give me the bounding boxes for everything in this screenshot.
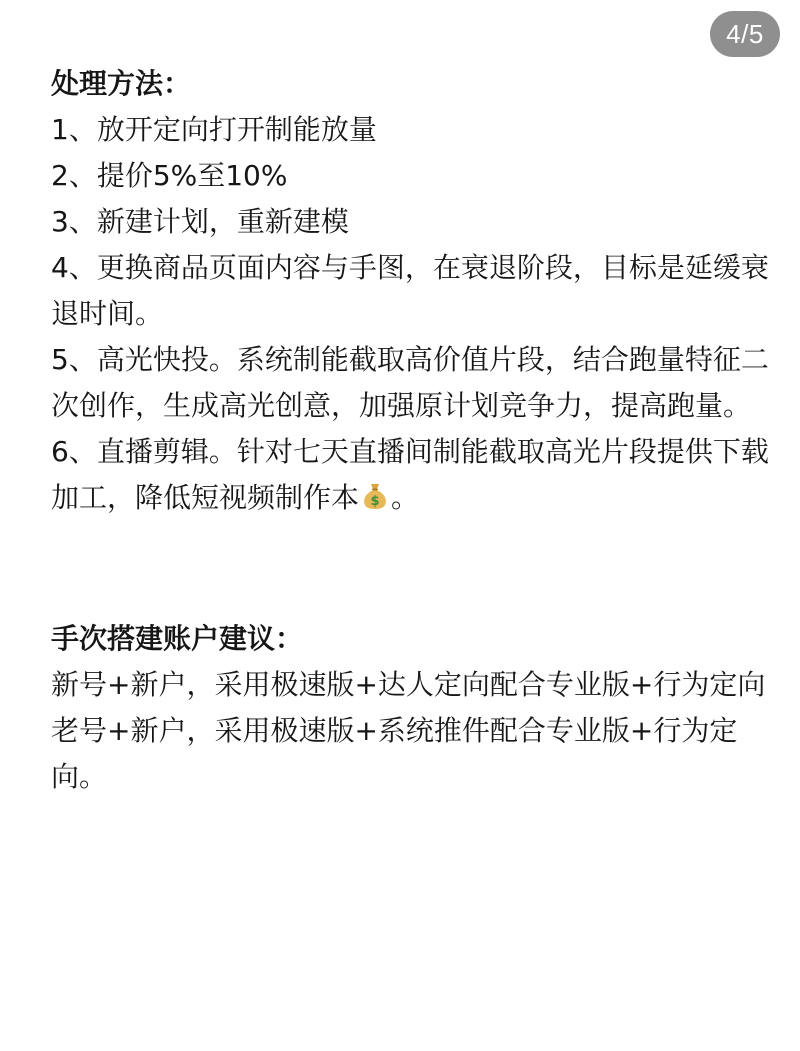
method-item-3: 3、新建计划，重新建模	[51, 205, 349, 238]
section-spacer	[51, 521, 771, 615]
svg-text:$: $	[370, 494, 380, 509]
method-item-6-suffix: 。	[391, 481, 420, 514]
method-item-4: 4、更换商品页面内容与手图，在衰退阶段，目标是延缓衰退时间。	[51, 251, 769, 330]
method-item-6-text: 6、直播剪辑。针对七天直播间制能截取高光片段提供下载加工，降低短视频制作本	[51, 435, 769, 514]
method-item-5: 5、高光快投。系统制能截取高价值片段，结合跑量特征二次创作，生成高光创意，加强原计划竞争力，提高跑量。	[51, 343, 769, 422]
section-heading-account-setup: 手次搭建账户建议：	[51, 622, 304, 655]
method-item-2: 2、提价5%至10%	[51, 159, 288, 192]
money-bag-icon	[360, 481, 390, 511]
method-item-1: 1、放开定向打开制能放量	[51, 113, 377, 146]
document-content	[51, 60, 771, 800]
method-item-6	[51, 429, 771, 521]
section-heading-methods: 处理方法：	[51, 67, 192, 100]
account-tip-2: 老号+新户，采用极速版+系统推件配合专业版+行为定向。	[51, 714, 738, 793]
account-tip-1: 新号+新户，采用极速版+达人定向配合专业版+行为定向	[51, 668, 766, 701]
page-indicator-badge: 4/5	[710, 11, 780, 57]
